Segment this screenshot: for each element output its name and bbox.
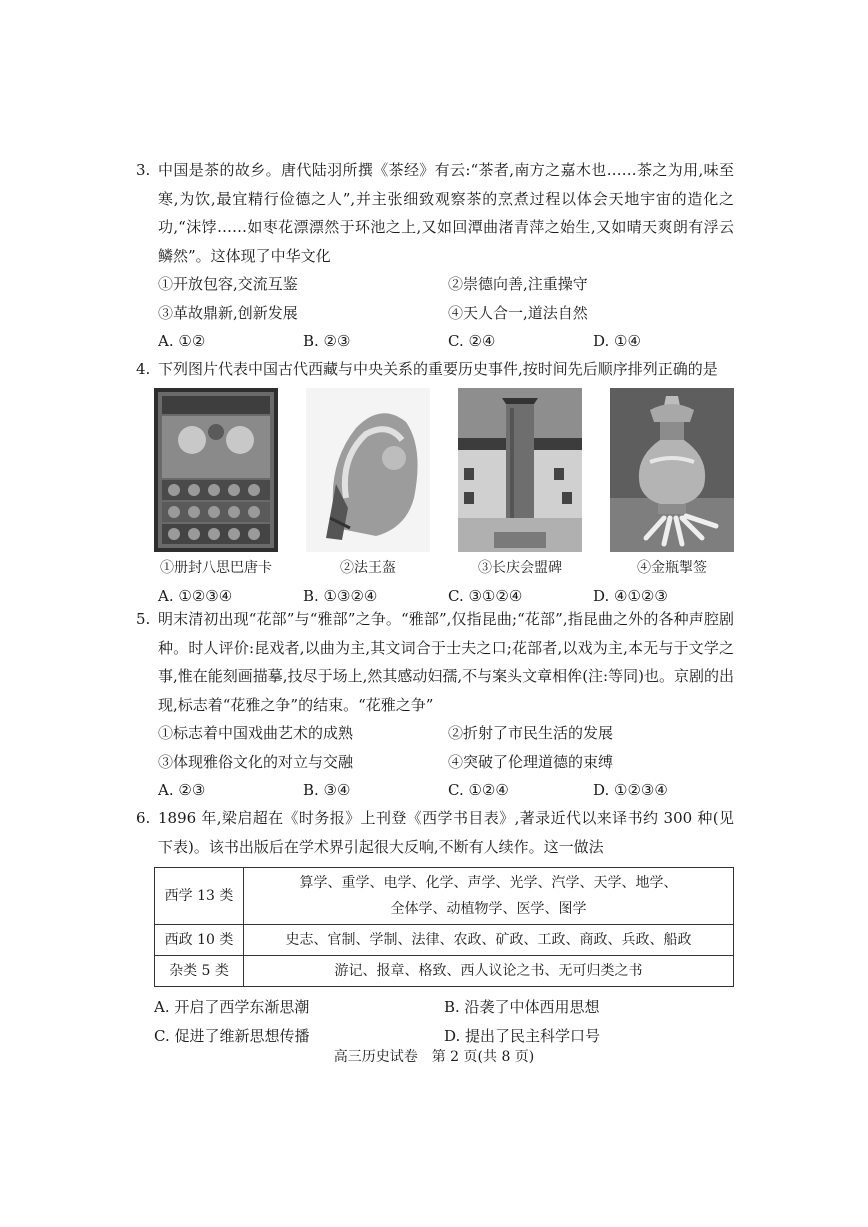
row-content-line: 全体学、动植物学、医学、图学 [390, 901, 587, 917]
statement-4: ④突破了伦理道德的束缚 [448, 752, 614, 771]
table-row [155, 925, 734, 956]
question-5 [136, 605, 734, 805]
row-header: 西政 10 类 [155, 925, 244, 956]
answer-options [136, 993, 734, 1022]
option-b[interactable]: B. ③④ [303, 781, 351, 799]
statement-1: ①开放包容,交流互鉴 [158, 275, 298, 293]
question-stem: 中国是茶的故乡。唐代陆羽所撰《茶经》有云:“茶者,南方之嘉木也……茶之为用,味至寒,为饮,最宜精行俭德之人”,并主张细致观察茶的烹煮过程以体会天地宇宙的造化之功,“沫饽……如枣花漂漂然于环池之上,又如回潭曲渚青萍之始生,又如晴天爽朗有浮云鳞然”。这体现了中华文化 [158, 161, 734, 265]
caption-golden-urn: ④金瓶掣签 [637, 559, 707, 576]
image-row [136, 388, 734, 578]
question-3 [136, 156, 734, 356]
question-number: 3. [136, 161, 151, 179]
stele-image [458, 388, 582, 552]
option-a[interactable]: A. 开启了西学东渐思潮 [154, 998, 310, 1016]
option-d[interactable]: D. 提出了民主科学口号 [444, 1026, 601, 1045]
option-b[interactable]: B. 沿袭了中体西用思想 [444, 998, 600, 1016]
figure-thangka [154, 388, 278, 578]
question-number: 6. [136, 809, 151, 827]
answer-options [136, 776, 734, 805]
option-b[interactable]: B. ①③②④ [303, 586, 378, 605]
question-number: 5. [136, 610, 151, 628]
row-header: 杂类 5 类 [155, 956, 244, 987]
thangka-image [154, 388, 278, 552]
statement-row [136, 748, 734, 777]
option-c[interactable]: C. 促进了维新思想传播 [154, 1026, 310, 1045]
table-row [155, 868, 734, 925]
question-4 [136, 355, 734, 610]
statement-4: ④天人合一,道法自然 [448, 303, 588, 322]
statement-1: ①标志着中国戏曲艺术的成熟 [158, 724, 354, 742]
caption-helmet: ②法王盔 [340, 559, 396, 576]
caption-thangka: ①册封八思巴唐卡 [160, 559, 272, 576]
figure-golden-urn [610, 388, 734, 578]
statement-row [136, 270, 734, 299]
statement-3: ③体现雅俗文化的对立与交融 [158, 752, 354, 771]
helmet-image [306, 388, 430, 552]
question-stem: 下列图片代表中国古代西藏与中央关系的重要历史事件,按时间先后顺序排列正确的是 [158, 360, 718, 378]
option-b[interactable]: B. ②③ [303, 332, 351, 350]
option-d[interactable]: D. ④①②③ [593, 586, 668, 605]
option-a[interactable]: A. ①② [158, 332, 206, 350]
row-content: 游记、报章、格致、西人议论之书、无可归类之书 [244, 956, 734, 987]
option-a[interactable]: A. ①②③④ [158, 586, 233, 605]
answer-options [136, 327, 734, 356]
option-c[interactable]: C. ②④ [448, 332, 496, 350]
option-a[interactable]: A. ②③ [158, 781, 206, 799]
row-content-line: 算学、重学、电学、化学、声学、光学、汽学、天学、地学、 [299, 875, 678, 891]
question-stem: 1896 年,梁启超在《时务报》上刊登《西学书目表》,著录近代以来译书约 300 种(见下表)。该书出版后在学术界引起很大反响,不断有人续作。这一做法 [158, 809, 734, 856]
option-c[interactable]: C. ③①②④ [448, 586, 523, 605]
caption-stele: ③长庆会盟碑 [478, 559, 562, 576]
option-d[interactable]: D. ①②③④ [593, 781, 668, 799]
table-row [155, 956, 734, 987]
option-d[interactable]: D. ①④ [593, 332, 641, 350]
question-6 [136, 804, 734, 1050]
statement-row [136, 719, 734, 748]
statement-3: ③革故鼎新,创新发展 [158, 303, 298, 322]
statement-row [136, 299, 734, 328]
golden-urn-image [610, 388, 734, 552]
question-stem: 明末清初出现“花部”与“雅部”之争。“雅部”,仅指昆曲;“花部”,指昆曲之外的各种声腔剧种。时人评价:昆戏者,以曲为主,其文词合于士夫之口;花部者,以戏为主,本无与于文学之事,惟在能刻画描摹,技尽于场上,然其感动妇孺,不与案头文章相侔(注:等同)也。京剧的出现,标志着“花雅之争”的结束。“花雅之争” [158, 610, 734, 714]
row-header: 西学 13 类 [155, 868, 244, 925]
figure-helmet [306, 388, 430, 578]
book-catalog-table [154, 867, 734, 987]
page-footer: 高三历史试卷 第 2 页(共 8 页) [333, 1049, 535, 1065]
option-c[interactable]: C. ①②④ [448, 781, 509, 799]
statement-2: ②折射了市民生活的发展 [448, 724, 614, 742]
figure-stele [458, 388, 582, 578]
question-number: 4. [136, 360, 151, 378]
row-content: 史志、官制、学制、法律、农政、矿政、工政、商政、兵政、船政 [244, 925, 734, 956]
statement-2: ②崇德向善,注重操守 [448, 275, 588, 293]
row-content [244, 868, 734, 925]
